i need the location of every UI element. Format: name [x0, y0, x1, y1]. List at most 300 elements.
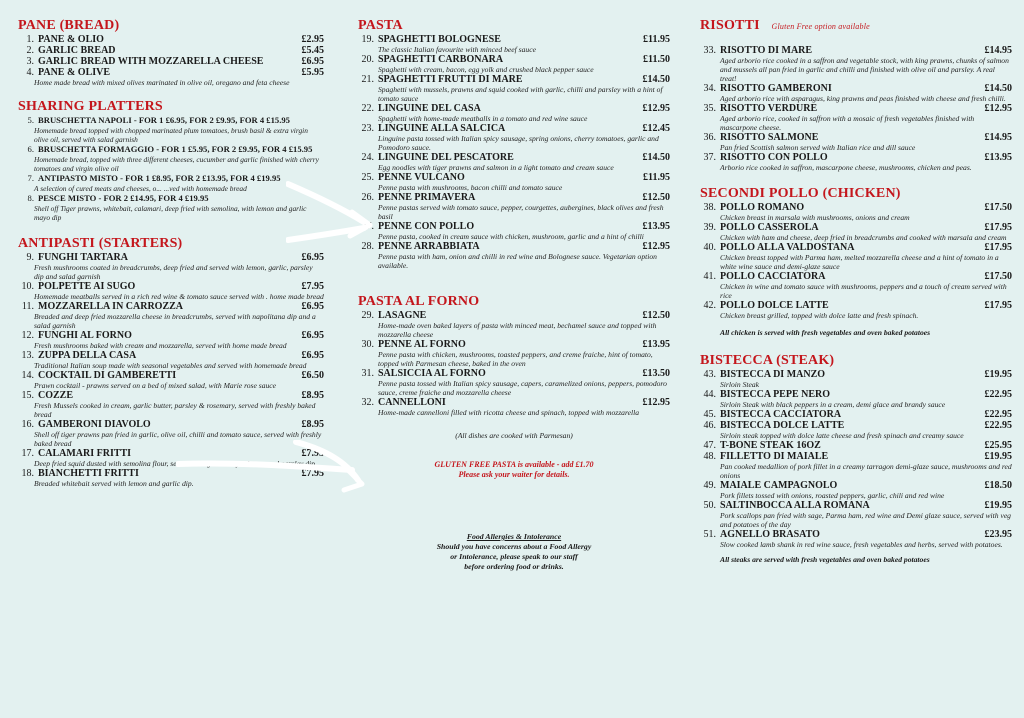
menu-item-row	[700, 440, 1012, 451]
item-description: Pork fillets tossed with onions, roasted peppers, garlic, chili and red wine	[720, 491, 945, 500]
item-number: 22.	[361, 103, 374, 114]
item-description: Penne pastas served with tomato sauce, pepper, courgettes, aubergines, black olives and fresh basil	[378, 203, 664, 221]
item-number: 9.	[26, 252, 34, 263]
menu-item	[700, 222, 1012, 242]
item-price: £11.50	[643, 54, 670, 65]
item-number: 25.	[361, 172, 374, 183]
item-price: £12.45	[642, 123, 670, 134]
menu-item-row	[358, 172, 670, 183]
item-description: Spaghetti with home-made meatballs in a tomato and red wine sauce	[378, 114, 588, 123]
item-number: 33.	[703, 45, 716, 56]
item-price: £13.95	[984, 152, 1012, 163]
item-price: £18.50	[984, 480, 1012, 491]
item-price: £12.95	[642, 241, 670, 252]
menu-item-row	[18, 281, 324, 292]
menu-item-row	[700, 45, 1012, 56]
item-description: Home made bread with mixed olives marinated in olive oil, oregano and feta cheese	[34, 78, 290, 87]
item-price: £12.95	[984, 103, 1012, 114]
menu-item-row	[700, 152, 1012, 163]
gluten-free-ask: Please ask your waiter for details.	[458, 470, 570, 479]
item-name: POLLO DOLCE LATTE	[720, 300, 829, 311]
item-description: Pan fried Scottish salmon served with Italian rice and dill sauce	[720, 143, 916, 152]
item-description: Penne pasta with ham, onion and chilli in red wine and Bolognese sauce. Vegetarian option available.	[378, 252, 657, 270]
item-number: 14.	[21, 370, 34, 381]
menu-item	[700, 271, 1012, 300]
item-name: T-BONE STEAK 16OZ	[720, 440, 821, 451]
item-price: £6.95	[301, 330, 324, 341]
item-name: BRUSCHETTA NAPOLI - FOR 1 £6.95, FOR 2 £9.95, FOR 4 £15.95	[38, 115, 290, 125]
item-number: 26.	[361, 192, 374, 203]
item-description: Fresh mushrooms baked with cream and mozzarella, served with home made bread	[34, 341, 287, 350]
menu-item-row	[700, 300, 1012, 311]
menu-item-row	[18, 34, 324, 45]
menu-item	[358, 54, 670, 74]
item-price: £7.95	[301, 281, 324, 292]
item-description: Pan cooked medallion of pork fillet in a creamy tarragon demi-glaze sauce, mushrooms and red onions	[720, 462, 1012, 480]
allergy-line-2: or Intolerance, please speak to our staff	[450, 552, 578, 561]
menu-item-row	[18, 390, 324, 401]
item-description: Chicken in wine and tomato sauce with mushrooms, peppers and a touch of cream served with rice	[720, 282, 1007, 300]
menu-item-row	[18, 252, 324, 263]
menu-item-row	[358, 368, 670, 379]
menu-item	[18, 281, 324, 301]
item-number: 30.	[361, 339, 374, 350]
menu-item	[700, 529, 1012, 549]
menu-item	[700, 300, 1012, 320]
item-price: £6.95	[301, 56, 324, 67]
menu-item-row	[18, 330, 324, 341]
item-number: 40.	[703, 242, 716, 253]
menu-item	[700, 103, 1012, 132]
forno-list	[358, 310, 670, 417]
menu-item	[700, 202, 1012, 222]
menu-item	[18, 144, 324, 173]
item-description: Prawn cocktail - prawns served on a bed of mixed salad, with Marie rose sauce	[34, 381, 277, 390]
pollo-footer: All chicken is served with fresh vegetables and oven baked potatoes	[720, 328, 931, 337]
item-name: PENNE PRIMAVERA	[378, 192, 476, 203]
item-number: 24.	[361, 152, 374, 163]
menu-item-row	[18, 350, 324, 361]
item-name: POLLO CASSEROLA	[720, 222, 819, 233]
allergy-title: Food Allergies & Intolerance	[466, 532, 562, 541]
gluten-free-note: GLUTEN FREE PASTA is available - add £1.70	[434, 460, 594, 469]
item-description: Homemade bread topped with chopped marinated plum tomatoes, brush basil & extra virgin olive oil, served with salad garnish	[34, 126, 308, 144]
menu-item	[358, 34, 670, 54]
menu-item-row	[358, 310, 670, 321]
item-name: COZZE	[38, 390, 74, 401]
section-title-bistecca: BISTECCA (STEAK)	[700, 353, 835, 368]
item-description: Aged arborio rice, cooked in saffron with a mosaic of fresh vegetables finished with mascarpone cheese.	[720, 114, 975, 132]
item-name: POLLO CACCIATORA	[720, 271, 826, 282]
item-price: £6.95	[301, 350, 324, 361]
item-number: 35.	[703, 103, 716, 114]
menu-item	[700, 451, 1012, 480]
item-name: RISOTTO DI MARE	[720, 45, 813, 56]
item-name: BIANCHETTI FRITTI	[38, 468, 139, 479]
item-number: 3.	[26, 56, 34, 67]
item-description: Penne pasta with chicken, mushrooms, toasted peppers, and creme fraiche, hint of tomato, topped with Parmesan cheese, baked in the oven	[378, 350, 653, 368]
menu-item	[18, 370, 324, 390]
menu-item	[18, 56, 324, 67]
pollo-list	[700, 202, 1012, 320]
item-name: LINGUINE DEL CASA	[378, 103, 481, 114]
item-name: CANNELLONI	[378, 397, 446, 408]
item-number: 45.	[703, 409, 716, 420]
item-number: 21.	[361, 74, 374, 85]
item-name: MAIALE CAMPAGNOLO	[720, 480, 838, 491]
menu-item	[18, 34, 324, 45]
item-price: £22.95	[984, 389, 1012, 400]
item-description: Spaghetti with mussels, prawns and squid cooked with garlic, chilli and parsley with a hint of tomato sauce	[378, 85, 663, 103]
menu-item-row	[700, 202, 1012, 213]
item-number: 34.	[703, 83, 716, 94]
item-number: 42.	[703, 300, 716, 311]
menu-item-row	[18, 193, 324, 204]
menu-item	[358, 221, 670, 241]
item-price: £7.95	[301, 468, 324, 479]
menu-item	[358, 397, 670, 417]
item-number: 10.	[21, 281, 34, 292]
item-name: POLLO ROMANO	[720, 202, 805, 213]
item-price: £12.95	[642, 397, 670, 408]
menu-item-row	[700, 500, 1012, 511]
item-description: Sirloin steak topped with dolce latte cheese and fresh spinach and creamy sauce	[720, 431, 964, 440]
menu-item	[18, 115, 324, 144]
item-number: 6.	[27, 144, 34, 154]
item-description: Home-made cannelloni filled with ricotta cheese and spinach, topped with mozzarella	[378, 408, 640, 417]
item-number: 43.	[703, 369, 716, 380]
item-number: 20.	[361, 54, 374, 65]
item-name: RISOTTO SALMONE	[720, 132, 819, 143]
item-name: CALAMARI FRITTI	[38, 448, 132, 459]
item-description: Homemade meatballs served in a rich red wine & tomato sauce served with . home made bread	[34, 292, 324, 301]
item-number: 5.	[27, 115, 34, 125]
item-name: SPAGHETTI BOLOGNESE	[378, 34, 501, 45]
menu-item-row	[700, 369, 1012, 380]
menu-item	[18, 301, 324, 330]
item-number: 13.	[21, 350, 34, 361]
item-price: £12.50	[642, 310, 670, 321]
item-number: 49.	[703, 480, 716, 491]
parmesan-note: (All dishes are cooked with Parmesan)	[455, 431, 573, 440]
item-price: £17.50	[984, 202, 1012, 213]
item-name: RISOTTO GAMBERONI	[720, 83, 832, 94]
item-number: 4.	[26, 67, 34, 78]
menu-item	[358, 368, 670, 397]
item-name: COCKTAIL DI GAMBERETTI	[38, 370, 177, 381]
item-description: Breaded whitebait served with lemon and garlic dip.	[34, 479, 194, 488]
item-number: 44.	[703, 389, 716, 400]
item-description: Fresh Mussels cooked in cream, garlic butter, parsley & rosemary, served with freshly baked bread	[34, 401, 316, 419]
item-description: Sirloin Steak	[720, 380, 760, 389]
menu-item-row	[700, 83, 1012, 94]
menu-item-row	[700, 451, 1012, 462]
menu-item-row	[358, 339, 670, 350]
menu-item-row	[358, 241, 670, 252]
item-name: PENNE CON POLLO	[378, 221, 475, 232]
item-price: £13.95	[642, 339, 670, 350]
item-description: Egg noodles with tiger prawns and salmon in a light tomato and cream sauce	[378, 163, 614, 172]
item-name: GARLIC BREAD	[38, 45, 116, 56]
arrow-decoration-top	[286, 178, 376, 258]
item-number: 41.	[703, 271, 716, 282]
menu-item	[700, 369, 1012, 389]
menu-item-row	[18, 56, 324, 67]
menu-item	[700, 83, 1012, 103]
item-number: 2.	[26, 45, 34, 56]
item-description: Deep fried squid dusted with semolina flour, served with garlic mayo, lemon and parsley dip.	[34, 459, 317, 468]
menu-item	[358, 310, 670, 339]
item-price: £17.50	[984, 271, 1012, 282]
item-description: Pork scallops pan fried with sage, Parma ham, red wine and Demi glaze sauce, served with veg and potatoes of the day	[720, 511, 1011, 529]
section-title-forno: PASTA AL FORNO	[358, 294, 480, 309]
item-number: 11.	[21, 301, 34, 312]
item-price: £5.45	[301, 45, 324, 56]
menu-item	[700, 480, 1012, 500]
item-description: Chicken with ham and cheese, deep fried in breadcrumbs and cooked with marsala and cream	[720, 233, 1007, 242]
item-name: LASAGNE	[378, 310, 427, 321]
menu-item	[18, 252, 324, 281]
allergy-notice	[358, 532, 670, 572]
item-name: ZUPPA DELLA CASA	[38, 350, 137, 361]
item-description: Aged arborio rice with asparagus, king prawns and peas finished with cheese and fresh chilli.	[720, 94, 1006, 103]
item-price: £19.95	[984, 451, 1012, 462]
menu-item-row	[700, 389, 1012, 400]
item-price: £12.50	[642, 192, 670, 203]
item-number: 16.	[21, 419, 34, 430]
item-name: SPAGHETTI CARBONARA	[378, 54, 504, 65]
item-price: £19.95	[984, 369, 1012, 380]
item-name: BISTECCA DI MANZO	[720, 369, 826, 380]
menu-item	[700, 242, 1012, 271]
menu-item	[700, 45, 1012, 83]
menu-item	[700, 132, 1012, 152]
item-number: 12.	[21, 330, 34, 341]
item-number: 37.	[703, 152, 716, 163]
item-description: Shell off Tiger prawns, whitebait, calamari, deep fried with semolina, with lemon and garlic mayo dip	[34, 204, 307, 222]
item-price: £14.50	[642, 152, 670, 163]
section-title-pasta: PASTA	[358, 18, 403, 33]
item-description: Chicken breast topped with Parma ham, melted mozzarella cheese and a hint of tomato in a white wine sauce and demi-glaze sauce	[720, 253, 999, 271]
menu-item	[358, 192, 670, 221]
item-description: Traditional Italian soup made with seasonal vegetables and served with homemade bread	[34, 361, 307, 370]
item-number: 29.	[361, 310, 374, 321]
section-title-antipasti: ANTIPASTI (STARTERS)	[18, 236, 183, 251]
menu-item-row	[358, 152, 670, 163]
item-number: 7.	[27, 173, 34, 183]
risotti-title: RISOTTI	[700, 18, 760, 33]
item-description: Arborio rice cooked in saffron, mascarpone cheese, mushrooms, chicken and peas.	[720, 163, 972, 172]
item-price: £22.95	[984, 409, 1012, 420]
item-description: Aged arborio rice cooked in a saffron and vegetable stock, with king prawns, chunks of salmon and mussels all pan fried in garlic and chilli and finished with olive oil and parsley. A real treat!	[720, 56, 1009, 83]
item-price: £14.95	[984, 132, 1012, 143]
item-description: Linguine pasta tossed with Italian spicy sausage, spring onions, cherry tomatoes, garlic and Pomodoro sauce.	[378, 134, 659, 152]
item-price: £14.95	[984, 45, 1012, 56]
item-name: BRUSCHETTA FORMAGGIO - FOR 1 £5.95, FOR 2 £9.95, FOR 4 £15.95	[38, 144, 313, 154]
menu-item	[358, 123, 670, 152]
item-name: BISTECCA CACCIATORA	[720, 409, 842, 420]
item-name: LINGUINE ALLA SALCICA	[378, 123, 506, 134]
item-name: FUNGHI AL FORNO	[38, 330, 132, 341]
menu-item-row	[18, 173, 324, 184]
menu-item-row	[700, 409, 1012, 420]
menu-item-row	[358, 34, 670, 45]
item-name: PANE & OLIVE	[38, 67, 111, 78]
item-price: £5.95	[301, 67, 324, 78]
item-price: £17.95	[984, 242, 1012, 253]
item-description: Fresh mushrooms coated in breadcrumbs, deep fried and served with lemon, garlic, parsley dip and salad garnish	[34, 263, 313, 281]
menu-item-row	[18, 419, 324, 430]
item-price: £7.95	[301, 448, 324, 459]
menu-item-row	[358, 74, 670, 85]
item-description: Homemade bread, topped with three different cheeses, cucumber and garlic finished with cherry tomatoes and virgin olive oil	[34, 155, 319, 173]
item-number: 23.	[361, 123, 374, 134]
menu-item	[18, 45, 324, 56]
item-number: 36.	[703, 132, 716, 143]
item-description: A selection of cured meats and cheeses, o... ...ved with homemade bread	[34, 184, 247, 193]
menu-item-row	[700, 103, 1012, 114]
item-number: 28.	[361, 241, 374, 252]
menu-item-row	[18, 67, 324, 78]
item-price: £17.95	[984, 222, 1012, 233]
item-name: PENNE ARRABBIATA	[378, 241, 480, 252]
item-number: 32.	[361, 397, 374, 408]
menu-item	[18, 193, 324, 222]
item-description: Home-made oven baked layers of pasta with minced meat, bechamel sauce and topped with mozzarella cheese	[378, 321, 657, 339]
item-name: MOZZARELLA IN CARROZZA	[38, 301, 184, 312]
item-number: 46.	[703, 420, 716, 431]
item-name: PANE & OLIO	[38, 34, 104, 45]
menu-item-row	[358, 397, 670, 408]
menu-item	[700, 389, 1012, 409]
item-description: Sirloin Steak with black peppers in a cream, demi glace and brandy sauce	[720, 400, 946, 409]
item-description: Breaded and deep fried mozzarella cheese in breadcrumbs, served with napolitana dip and a salad garnish	[34, 312, 316, 330]
item-price: £8.95	[301, 419, 324, 430]
menu-item-row	[358, 54, 670, 65]
item-number: 17.	[21, 448, 34, 459]
item-price: £23.95	[984, 529, 1012, 540]
menu-item	[700, 440, 1012, 451]
menu-item	[358, 241, 670, 270]
arrow-decoration-bottom	[176, 440, 376, 496]
item-name: SALTINBOCCA ALLA ROMANA	[720, 500, 870, 511]
item-number: 38.	[703, 202, 716, 213]
menu-item-row	[18, 301, 324, 312]
item-name: AGNELLO BRASATO	[720, 529, 820, 540]
item-number: 19.	[361, 34, 374, 45]
item-description: Penne pasta with mushrooms, bacon chilli and tomato sauce	[378, 183, 563, 192]
menu-item-row	[358, 192, 670, 203]
item-price: £22.95	[984, 420, 1012, 431]
item-price: £17.95	[984, 300, 1012, 311]
item-description: The classic Italian favourite with minced beef sauce	[378, 45, 536, 54]
item-number: 51.	[703, 529, 716, 540]
menu-item	[700, 420, 1012, 440]
menu-item-row	[358, 221, 670, 232]
section-title-pane: PANE (BREAD)	[18, 18, 120, 33]
menu-item-row	[700, 480, 1012, 491]
column-left	[18, 0, 324, 488]
menu-item-row	[358, 103, 670, 114]
item-number: 1.	[26, 34, 34, 45]
menu-item	[18, 173, 324, 193]
item-name: GARLIC BREAD WITH MOZZARELLA CHEESE	[38, 56, 264, 67]
menu-item	[358, 339, 670, 368]
menu-item-row	[700, 420, 1012, 431]
item-description: Slow cooked lamb shank in red wine sauce, fresh vegetables and herbs, served with potatoes.	[720, 540, 1003, 549]
menu-item	[700, 500, 1012, 529]
item-name: POLLO ALLA VALDOSTANA	[720, 242, 855, 253]
item-name: PENNE AL FORNO	[378, 339, 466, 350]
item-name: RISOTTO CON POLLO	[720, 152, 828, 163]
bistecca-footer: All steaks are served with fresh vegetables and oven baked potatoes	[720, 555, 930, 564]
menu-item	[358, 74, 670, 103]
item-number: 39.	[703, 222, 716, 233]
menu-item	[700, 409, 1012, 420]
menu-item	[18, 350, 324, 370]
menu-item-row	[18, 45, 324, 56]
item-description: Penne pasta tossed with Italian spicy sausage, capers, caramelized onions, peppers, pomodoro sauce, creme fraiche and mozzarella cheese	[378, 379, 667, 397]
item-price: £8.95	[301, 390, 324, 401]
menu-item-row	[18, 144, 324, 155]
item-name: RISOTTO VERDURE	[720, 103, 818, 114]
item-description: Chicken breast in marsala with mushrooms, onions and cream	[720, 213, 910, 222]
item-name: PESCE MISTO - FOR 2 £14.95, FOR 4 £19.95	[38, 193, 209, 203]
item-price: £2.95	[301, 34, 324, 45]
menu-item-row	[700, 132, 1012, 143]
menu-item	[358, 103, 670, 123]
item-price: £11.95	[643, 172, 670, 183]
item-name: SPAGHETTI FRUTTI DI MARE	[378, 74, 523, 85]
pasta-list	[358, 34, 670, 270]
item-price: £11.95	[643, 34, 670, 45]
item-name: LINGUINE DEL PESCATORE	[378, 152, 514, 163]
menu-item-row	[700, 222, 1012, 233]
menu-item-row	[18, 115, 324, 126]
allergy-line-1: Should you have concerns about a Food Allergy	[436, 542, 592, 551]
menu-item	[18, 330, 324, 350]
item-price: £13.50	[642, 368, 670, 379]
item-price: £25.95	[984, 440, 1012, 451]
pane-list	[18, 34, 324, 87]
menu-item-row	[700, 242, 1012, 253]
item-number: 8.	[27, 193, 34, 203]
menu-item	[358, 152, 670, 172]
item-price: £6.95	[301, 301, 324, 312]
item-name: FILLETTO DI MAIALE	[720, 451, 829, 462]
section-title-platters: SHARING PLATTERS	[18, 99, 163, 114]
item-number: 18.	[21, 468, 34, 479]
allergy-line-3: before ordering food or drinks.	[464, 562, 564, 571]
item-name: POLPETTE AI SUGO	[38, 281, 136, 292]
item-name: ANTIPASTO MISTO - FOR 1 £8.95, FOR 2 £13.95, FOR 4 £19.95	[38, 173, 281, 183]
item-number: 31.	[361, 368, 374, 379]
item-name: BISTECCA DOLCE LATTE	[720, 420, 845, 431]
item-price: £6.95	[301, 252, 324, 263]
item-name: FUNGHI TARTARA	[38, 252, 128, 263]
menu-item	[358, 172, 670, 192]
section-title-pollo: SECONDI POLLO (CHICKEN)	[700, 186, 901, 201]
item-price: £19.95	[984, 500, 1012, 511]
item-price: £13.95	[642, 221, 670, 232]
menu-item	[700, 152, 1012, 172]
item-name: SALSICCIA AL FORNO	[378, 368, 486, 379]
item-name: PENNE VULCANO	[378, 172, 465, 183]
menu-item	[18, 390, 324, 419]
item-number: 47.	[703, 440, 716, 451]
section-title-risotti	[700, 18, 1012, 35]
item-price: £12.95	[642, 103, 670, 114]
